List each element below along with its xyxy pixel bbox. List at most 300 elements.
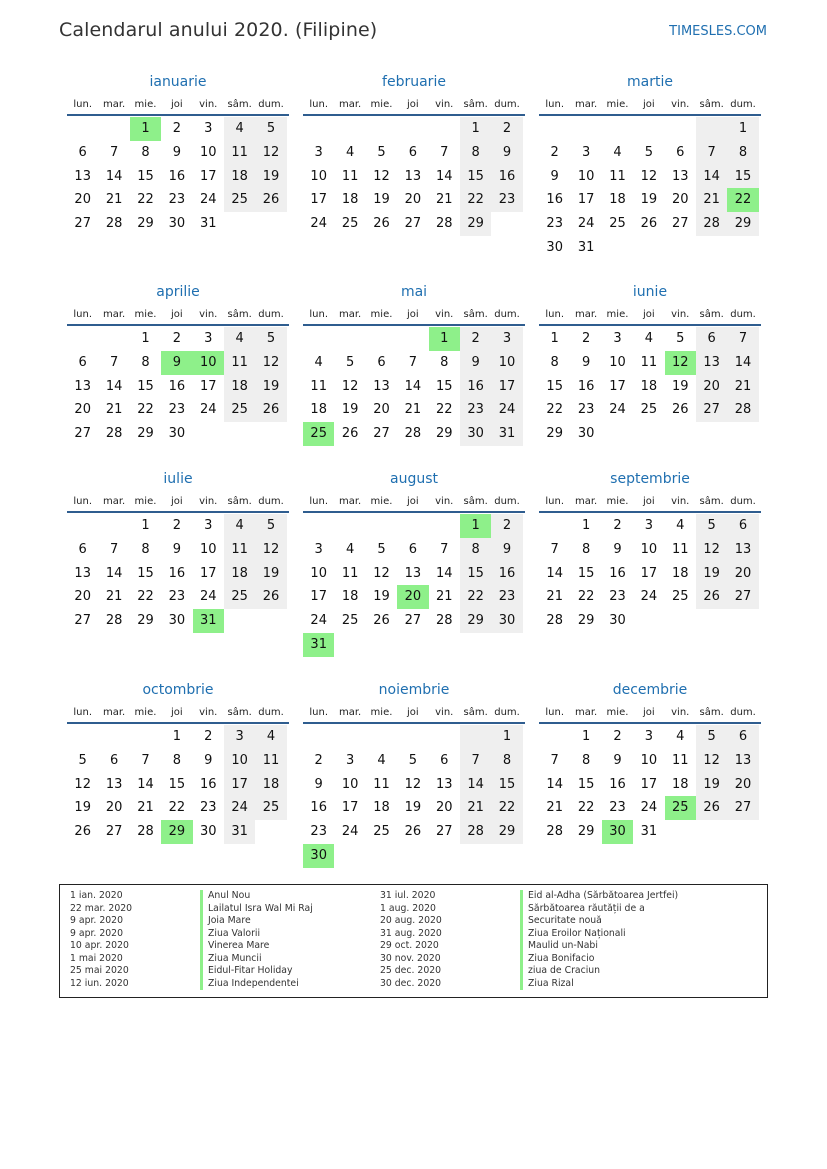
month-name: martie (627, 74, 673, 90)
day-cell: 17 (199, 565, 217, 581)
day-cell: 14 (460, 773, 491, 797)
day-cell: 1 (550, 331, 559, 346)
day-cell: 19 (373, 589, 390, 605)
day-cell: 25 (224, 585, 255, 609)
weekday-label: mar. (574, 706, 598, 718)
legend-holiday-name: Ziua Valorii (200, 928, 313, 941)
day-cell: 26 (373, 613, 390, 629)
day-cell: 23 (168, 589, 186, 605)
day-cell: 3 (314, 541, 323, 557)
weekday-label: mie. (134, 98, 157, 110)
day-cell: 15 (460, 165, 491, 189)
day-cell: 28 (137, 824, 154, 840)
legend-holiday-name: Ziua Eroilor Naționali (520, 928, 678, 941)
legend-date: 12 iun. 2020 (70, 977, 129, 989)
day-cell: 10 (199, 144, 217, 160)
weekday-header (303, 491, 525, 513)
weekday-label: dum. (730, 308, 756, 320)
day-cell: 25 (609, 216, 626, 232)
empty-day-cell (98, 514, 129, 538)
day-cell: 22 (168, 800, 186, 816)
day-cell: 3 (644, 518, 653, 533)
empty-day-cell (366, 327, 397, 351)
holiday-day-cell: 10 (193, 351, 224, 375)
day-cell: 17 (199, 168, 217, 184)
weekday-label: joi (643, 706, 655, 718)
day-cell: 19 (255, 165, 286, 189)
day-cell: 24 (310, 216, 327, 232)
weekday-label: vin. (435, 308, 454, 320)
month-name: mai (400, 284, 428, 300)
empty-day-cell (303, 327, 334, 351)
day-cell: 6 (78, 541, 87, 557)
legend-date: 25 mai 2020 (70, 965, 129, 976)
holiday-day-cell: 25 (665, 796, 696, 820)
weekday-label: joi (643, 495, 655, 507)
weekday-header (67, 491, 289, 513)
weekday-label: joi (171, 495, 183, 507)
day-cell: 2 (491, 117, 522, 141)
weekday-label: mar. (102, 308, 126, 320)
day-cell: 17 (491, 375, 522, 399)
day-cell: 30 (491, 609, 522, 633)
day-cell: 21 (404, 402, 422, 418)
day-cell: 23 (609, 800, 626, 816)
day-cell: 2 (613, 518, 622, 533)
day-cell: 24 (199, 192, 217, 208)
day-cell: 19 (373, 192, 390, 208)
weekday-label: mie. (370, 308, 393, 320)
day-cell: 24 (640, 800, 658, 816)
day-cell: 15 (727, 165, 758, 189)
day-cell: 29 (460, 212, 491, 236)
weekday-label: sâm. (463, 308, 488, 320)
day-cell: 9 (491, 538, 522, 562)
weekday-label: mar. (338, 495, 362, 507)
day-cell: 24 (199, 402, 217, 418)
day-cell: 23 (310, 824, 327, 840)
day-cell: 22 (577, 800, 595, 816)
empty-day-cell (397, 117, 428, 141)
month-name: ianuarie (149, 74, 207, 90)
day-cell: 2 (460, 327, 491, 351)
day-cell: 15 (577, 565, 595, 581)
day-cell: 23 (577, 402, 595, 418)
legend-holiday-name: Securitate nouă (520, 915, 678, 928)
weekday-label: joi (171, 98, 183, 110)
day-cell: 27 (105, 824, 123, 840)
month-mai (303, 280, 525, 446)
day-cell: 28 (546, 613, 563, 629)
day-cell: 25 (640, 402, 658, 418)
legend-date: 20 aug. 2020 (380, 915, 442, 926)
day-cell: 1 (172, 729, 181, 744)
day-cell: 26 (341, 426, 359, 442)
day-cell: 4 (377, 752, 386, 768)
day-cell: 28 (696, 212, 727, 236)
day-cell: 7 (696, 141, 727, 165)
day-cell: 30 (168, 216, 186, 232)
day-cell: 14 (435, 168, 453, 184)
day-cell: 27 (74, 216, 91, 232)
site-link[interactable]: TIMESLES.COM (669, 24, 767, 39)
day-cell: 18 (224, 165, 255, 189)
day-cell: 29 (137, 426, 154, 442)
day-cell: 7 (109, 354, 119, 370)
weekday-label: mie. (606, 308, 629, 320)
day-cell: 23 (168, 192, 186, 208)
day-cell: 13 (727, 749, 758, 773)
day-cell: 31 (577, 239, 595, 255)
legend-holiday-name: Joia Mare (200, 915, 313, 928)
month-name: noiembrie (378, 682, 450, 698)
weekday-label: sâm. (463, 495, 488, 507)
day-cell: 19 (255, 562, 286, 586)
day-cell: 13 (74, 565, 91, 581)
day-cell: 3 (204, 121, 213, 136)
day-cell: 12 (255, 351, 286, 375)
day-cell: 11 (224, 538, 255, 562)
day-cell: 7 (550, 752, 559, 768)
day-cell: 21 (460, 796, 491, 820)
day-cell: 27 (671, 216, 689, 232)
holiday-day-cell: 31 (193, 609, 224, 633)
weekday-label: dum. (494, 706, 520, 718)
day-cell: 17 (341, 800, 359, 816)
day-cell: 27 (404, 613, 422, 629)
weekday-label: mie. (606, 706, 629, 718)
day-cell: 24 (491, 398, 522, 422)
day-cell: 18 (671, 776, 689, 792)
day-cell: 6 (109, 752, 119, 768)
day-cell: 17 (199, 378, 217, 394)
weekday-label: sâm. (699, 308, 724, 320)
day-cell: 2 (172, 518, 181, 533)
holiday-day-cell: 1 (460, 514, 491, 538)
weekday-label: mie. (606, 495, 629, 507)
empty-day-cell (366, 725, 397, 749)
weekday-label: sâm. (699, 495, 724, 507)
day-cell: 15 (137, 378, 154, 394)
empty-day-cell (98, 327, 129, 351)
month-martie (539, 70, 761, 260)
holiday-legend (59, 884, 768, 998)
weekday-label: lun. (545, 495, 565, 507)
month-noiembrie (303, 678, 525, 868)
day-cell: 2 (491, 514, 522, 538)
day-cell: 27 (696, 398, 727, 422)
weekday-label: mar. (338, 98, 362, 110)
legend-holiday-name: Maulid un-Nabi (520, 940, 678, 953)
day-cell: 10 (609, 354, 626, 370)
holiday-day-cell: 9 (161, 351, 192, 375)
day-cell: 3 (644, 729, 653, 744)
day-cell: 13 (696, 351, 727, 375)
day-cell: 13 (404, 565, 422, 581)
day-cell: 5 (255, 117, 286, 141)
day-cell: 20 (74, 402, 91, 418)
weekday-label: sâm. (227, 706, 252, 718)
day-cell: 16 (199, 776, 217, 792)
day-cell: 2 (204, 729, 213, 744)
day-cell: 29 (577, 613, 595, 629)
empty-day-cell (303, 514, 334, 538)
day-cell: 24 (224, 796, 255, 820)
day-cell: 22 (137, 589, 154, 605)
weekday-header (67, 702, 289, 724)
day-cell: 8 (460, 141, 491, 165)
day-cell: 19 (341, 402, 359, 418)
day-cell: 27 (727, 585, 758, 609)
day-cell: 8 (581, 752, 591, 768)
day-cell: 15 (460, 562, 491, 586)
weekday-label: mar. (102, 495, 126, 507)
day-cell: 22 (137, 402, 154, 418)
day-cell: 31 (199, 216, 217, 232)
holiday-day-cell: 12 (665, 351, 696, 375)
day-grid (303, 514, 525, 657)
empty-day-cell (429, 725, 460, 749)
day-cell: 15 (546, 378, 563, 394)
day-cell: 17 (224, 773, 255, 797)
day-cell: 2 (172, 121, 181, 136)
weekday-label: sâm. (699, 98, 724, 110)
empty-day-cell (303, 117, 334, 141)
day-cell: 17 (640, 776, 658, 792)
day-cell: 17 (310, 192, 327, 208)
day-cell: 11 (341, 168, 359, 184)
weekday-label: mie. (606, 98, 629, 110)
empty-day-cell (366, 117, 397, 141)
weekday-header (303, 304, 525, 326)
day-cell: 12 (404, 776, 422, 792)
empty-day-cell (429, 117, 460, 141)
day-cell: 4 (676, 729, 685, 744)
day-cell: 15 (577, 776, 595, 792)
day-cell: 26 (255, 398, 286, 422)
day-cell: 9 (172, 541, 181, 557)
day-grid (67, 725, 289, 844)
day-cell: 12 (640, 168, 658, 184)
empty-day-cell (397, 327, 428, 351)
month-name: octombrie (142, 682, 214, 698)
day-cell: 25 (341, 216, 359, 232)
day-cell: 29 (577, 824, 595, 840)
day-cell: 16 (310, 800, 327, 816)
day-cell: 28 (105, 216, 123, 232)
day-cell: 8 (172, 752, 181, 768)
day-cell: 22 (460, 188, 491, 212)
day-cell: 16 (546, 192, 563, 208)
legend-holiday-name: Lailatul Isra Wal Mi Raj (200, 903, 313, 916)
day-cell: 13 (105, 776, 123, 792)
day-cell: 31 (491, 422, 522, 446)
empty-day-cell (633, 117, 664, 141)
day-cell: 13 (727, 538, 758, 562)
day-cell: 8 (491, 749, 522, 773)
empty-day-cell (539, 117, 570, 141)
day-cell: 8 (141, 541, 150, 557)
day-cell: 20 (727, 562, 758, 586)
holiday-day-cell: 29 (161, 820, 192, 844)
day-cell: 30 (460, 422, 491, 446)
weekday-label: dum. (730, 495, 756, 507)
day-cell: 18 (224, 375, 255, 399)
weekday-label: dum. (730, 98, 756, 110)
month-aprilie (67, 280, 289, 446)
legend-date: 9 apr. 2020 (70, 915, 124, 926)
day-cell: 17 (577, 192, 595, 208)
day-cell: 16 (460, 375, 491, 399)
day-cell: 5 (377, 144, 386, 160)
day-cell: 26 (404, 824, 422, 840)
legend-holiday-name: Vinerea Mare (200, 940, 313, 953)
day-cell: 9 (491, 141, 522, 165)
day-cell: 13 (404, 168, 422, 184)
day-cell: 12 (696, 538, 727, 562)
day-cell: 20 (727, 773, 758, 797)
day-cell: 10 (224, 749, 255, 773)
day-cell: 4 (345, 144, 355, 160)
legend-date: 1 mai 2020 (70, 952, 123, 964)
legend-holiday-name: Ziua Bonifacio (520, 953, 678, 966)
day-cell: 14 (137, 776, 154, 792)
month-octombrie (67, 678, 289, 844)
day-cell: 28 (460, 820, 491, 844)
weekday-label: dum. (494, 98, 520, 110)
day-cell: 23 (546, 216, 563, 232)
day-cell: 6 (696, 327, 727, 351)
day-cell: 21 (435, 589, 453, 605)
day-cell: 12 (696, 749, 727, 773)
empty-day-cell (67, 514, 98, 538)
month-name: septembrie (610, 471, 690, 487)
month-iunie (539, 280, 761, 446)
day-cell: 20 (671, 192, 689, 208)
day-cell: 6 (408, 541, 417, 557)
day-cell: 5 (408, 752, 417, 768)
day-cell: 22 (491, 796, 522, 820)
weekday-label: vin. (199, 706, 218, 718)
day-cell: 1 (141, 331, 150, 346)
day-cell: 18 (671, 565, 689, 581)
page-title: Calendarul anului 2020. (Filipine) (59, 19, 378, 41)
day-cell: 18 (255, 773, 286, 797)
day-cell: 19 (640, 192, 658, 208)
day-cell: 10 (310, 565, 327, 581)
day-cell: 21 (105, 402, 123, 418)
day-cell: 19 (255, 375, 286, 399)
weekday-label: joi (643, 98, 655, 110)
day-cell: 6 (440, 752, 449, 768)
day-cell: 5 (377, 541, 386, 557)
legend-names-col-2 (520, 890, 678, 990)
day-cell: 7 (141, 752, 150, 768)
day-cell: 11 (671, 541, 689, 557)
month-name: februarie (382, 74, 446, 90)
weekday-label: dum. (730, 706, 756, 718)
day-cell: 23 (491, 188, 522, 212)
day-cell: 30 (168, 426, 186, 442)
day-cell: 3 (345, 752, 355, 768)
day-cell: 28 (435, 613, 453, 629)
day-cell: 28 (435, 216, 453, 232)
day-cell: 11 (224, 141, 255, 165)
day-cell: 21 (435, 192, 453, 208)
day-grid (67, 117, 289, 236)
day-cell: 9 (314, 776, 323, 792)
day-cell: 1 (581, 518, 591, 533)
empty-day-cell (130, 725, 161, 749)
legend-date: 30 dec. 2020 (380, 977, 442, 989)
day-cell: 19 (404, 800, 422, 816)
legend-names-col-1 (200, 890, 313, 990)
day-cell: 13 (74, 378, 91, 394)
day-grid (539, 514, 761, 633)
day-cell: 9 (613, 541, 622, 557)
weekday-label: dum. (258, 308, 284, 320)
day-cell: 19 (671, 378, 689, 394)
holiday-day-cell: 30 (303, 844, 334, 868)
day-cell: 26 (640, 216, 658, 232)
weekday-label: lun. (545, 706, 565, 718)
day-grid (539, 327, 761, 446)
weekday-label: lun. (73, 495, 93, 507)
day-cell: 12 (255, 141, 286, 165)
day-cell: 28 (404, 426, 422, 442)
weekday-header (539, 304, 761, 326)
weekday-label: joi (407, 308, 419, 320)
day-cell: 6 (78, 144, 87, 160)
weekday-label: joi (643, 308, 655, 320)
day-cell: 9 (613, 752, 622, 768)
month-iulie (67, 467, 289, 633)
day-cell: 26 (255, 188, 286, 212)
weekday-label: vin. (671, 706, 690, 718)
day-cell: 28 (105, 613, 123, 629)
day-cell: 10 (491, 351, 522, 375)
empty-day-cell (98, 725, 129, 749)
day-cell: 4 (613, 144, 622, 160)
weekday-label: mie. (134, 308, 157, 320)
day-cell: 3 (204, 518, 213, 533)
day-cell: 5 (78, 752, 87, 768)
day-cell: 15 (435, 378, 453, 394)
day-cell: 4 (314, 354, 323, 370)
legend-holiday-name: Anul Nou (200, 890, 313, 903)
day-cell: 20 (74, 192, 91, 208)
weekday-label: lun. (545, 308, 565, 320)
day-cell: 14 (404, 378, 422, 394)
weekday-label: lun. (309, 98, 329, 110)
day-cell: 30 (577, 426, 595, 442)
day-cell: 23 (168, 402, 186, 418)
weekday-label: vin. (199, 495, 218, 507)
weekday-label: mar. (102, 706, 126, 718)
month-februarie (303, 70, 525, 236)
day-cell: 12 (74, 776, 91, 792)
day-cell: 5 (255, 514, 286, 538)
day-cell: 12 (373, 168, 390, 184)
day-cell: 16 (491, 165, 522, 189)
day-cell: 10 (341, 776, 359, 792)
weekday-label: mar. (338, 308, 362, 320)
day-cell: 6 (676, 144, 685, 160)
day-cell: 8 (460, 538, 491, 562)
empty-day-cell (570, 117, 601, 141)
day-cell: 25 (671, 589, 689, 605)
day-cell: 4 (224, 327, 255, 351)
